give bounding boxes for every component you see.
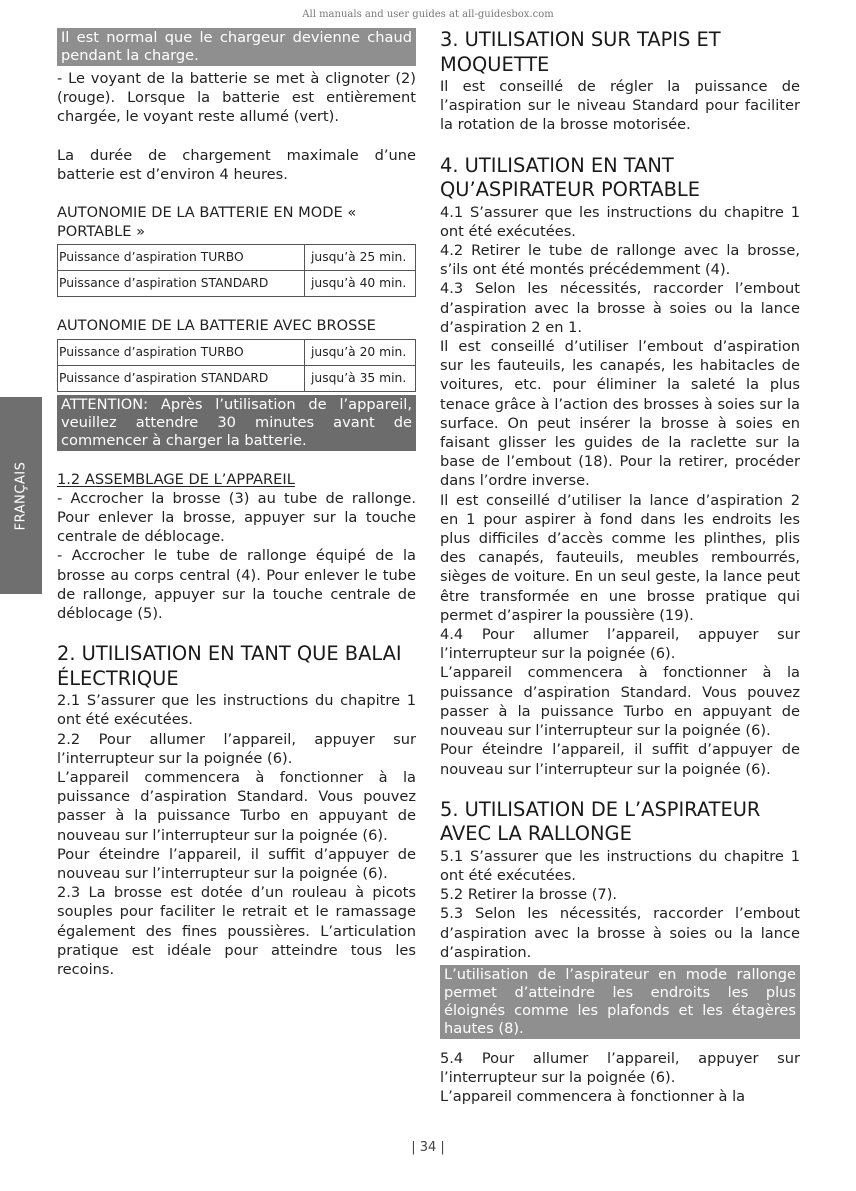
assembly-paragraph-2: - Accrocher le tube de rallonge équipé de la brosse au corps central (4). Pour enlever le tube de rallonge, appuyer sur la touche centrale de déblocage (5). [57, 547, 416, 623]
table-cell: Puissance d’aspiration TURBO [58, 245, 305, 271]
table-cell: Puissance d’aspiration STANDARD [58, 271, 305, 297]
autonomy-portable-table [57, 244, 416, 297]
section-2-paragraph-1: 2.1 S’assurer que les instructions du chapitre 1 ont été exécutées. [57, 692, 416, 729]
table-cell: jusqu’à 25 min. [305, 245, 416, 271]
section-5-title: 5. UTILISATION DE L’ASPIRATEUR AVEC LA RALLONGE [440, 797, 761, 846]
autonomy-brush-title: AUTONOMIE DE LA BATTERIE AVEC BROSSE [57, 317, 376, 335]
section-5-paragraph-4: 5.4 Pour allumer l’appareil, appuyer sur l’interrupteur sur la poignée (6). [440, 1049, 800, 1087]
extension-note: L’utilisation de l’aspirateur en mode rallonge permet d’atteindre les endroits les plus éloignés comme les plafonds et les étagères hautes (8). [440, 965, 800, 1039]
section-4-paragraph-6: 4.4 Pour allumer l’appareil, appuyer sur l’interrupteur sur la poignée (6). [440, 626, 800, 663]
section-4-paragraph-8: Pour éteindre l’appareil, il suffit d’appuyer de nouveau sur l’interrupteur sur la poignée (6). [440, 741, 800, 778]
table-row [58, 271, 416, 297]
duration-paragraph: La durée de chargement maximale d’une batterie est d’environ 4 heures. [57, 146, 416, 183]
attention-note: ATTENTION: Après l’utilisation de l’appareil, veuillez attendre 30 minutes avant de commencer à charger la batterie. [57, 395, 416, 451]
autonomy-brush-table [57, 339, 416, 392]
table-cell: jusqu’à 20 min. [305, 339, 416, 365]
section-3-title: 3. UTILISATION SUR TAPIS ET MOQUETTE [440, 28, 721, 76]
section-4-paragraph-4: Il est conseillé d’utiliser l’embout d’aspiration sur les fauteuils, les canapés, les habitacles de voitures, etc. pour éliminer la saleté la plus tenace grâce à l’action des brosses à soies sur la surface. On peut insérer la brosse à soies en faisant glisser les guides de la raclette sur la base de l’embout (18). Pour la retirer, procéder dans l’ordre inverse. [440, 338, 800, 490]
table-cell: jusqu’à 35 min. [305, 365, 416, 391]
section-2-paragraph-4: Pour éteindre l’appareil, il suffit d’appuyer de nouveau sur l’interrupteur sur la poignée (6). [57, 845, 416, 883]
section-2-paragraph-5: 2.3 La brosse est dotée d’un rouleau à picots souples pour faciliter le retrait et le ramassage également des fines poussières. L’articulation pratique est idéale pour atteindre tous les recoins. [57, 884, 416, 979]
assembly-title: 1.2 ASSEMBLAGE DE L’APPAREIL [57, 470, 295, 488]
language-tab-label: FRANÇAIS [13, 461, 29, 530]
section-5-paragraph-2: 5.2 Retirer la brosse (7). [440, 886, 618, 904]
section-4-paragraph-1: 4.1 S’assurer que les instructions du chapitre 1 ont été exécutées. [440, 203, 800, 240]
right-column [440, 28, 800, 1107]
led-paragraph: - Le voyant de la batterie se met à clignoter (2) (rouge). Lorsque la batterie est entièrement chargée, le voyant reste allumé (vert). [57, 70, 416, 126]
section-4-paragraph-5: Il est conseillé d’utiliser la lance d’aspiration 2 en 1 pour aspirer à fond dans les endroits les plus difficiles d’accès comme les plinthes, plis des canapés, fauteuils, meubles rembourrés, sièges de voiture. En un seul geste, la lance peut être transformée en une brosse pratique qui permet d’aspirer la poussière (19). [440, 491, 800, 624]
section-4-paragraph-2: 4.2 Retirer le tube de rallonge avec la brosse, s’ils ont été montés précédemment (4). [440, 242, 800, 279]
table-cell: Puissance d’aspiration STANDARD [58, 365, 305, 391]
table-row [58, 245, 416, 271]
section-2-paragraph-3: L’appareil commencera à fonctionner à la puissance d’aspiration Standard. Vous pouvez passer à la puissance Turbo en appuyant de nouveau sur l’interrupteur sur la poignée (6). [57, 769, 416, 844]
language-tab [0, 397, 42, 594]
watermark: All manuals and user guides at all-guidesbox.com [302, 9, 554, 20]
section-5-paragraph-5: L’appareil commencera à fonctionner à la [440, 1088, 746, 1106]
autonomy-portable-title: AUTONOMIE DE LA BATTERIE EN MODE « PORTABLE » [57, 204, 357, 241]
section-5-paragraph-3: 5.3 Selon les nécessités, raccorder l’embout d’aspiration avec la brosse à soies ou la lance d’aspiration. [440, 905, 800, 961]
section-4-paragraph-3: 4.3 Selon les nécessités, raccorder l’embout d’aspiration avec la brosse à soies ou la lance d’aspiration 2 en 1. [440, 280, 800, 336]
section-4-paragraph-7: L’appareil commencera à fonctionner à la puissance d’aspiration Standard. Vous pouvez passer à la puissance Turbo en appuyant de nouveau sur l’interrupteur sur la poignée (6). [440, 664, 800, 740]
section-3-paragraph: Il est conseillé de régler la puissance de l’aspiration sur le niveau Standard pour faciliter la rotation de la brosse motorisée. [440, 78, 800, 134]
table-row [58, 339, 416, 365]
charger-note: Il est normal que le chargeur devienne chaud pendant la charge. [57, 28, 416, 66]
assembly-paragraph-1: - Accrocher la brosse (3) au tube de rallonge. Pour enlever la brosse, appuyer sur la touche centrale de déblocage. [57, 489, 416, 546]
left-column [57, 28, 416, 979]
table-cell: Puissance d’aspiration TURBO [58, 339, 305, 365]
section-2-title: 2. UTILISATION EN TANT QUE BALAI ÉLECTRIQUE [57, 642, 402, 690]
page-number: | 34 | [411, 1140, 445, 1155]
table-row [58, 365, 416, 391]
table-cell: jusqu’à 40 min. [305, 271, 416, 297]
section-5-paragraph-1: 5.1 S’assurer que les instructions du chapitre 1 ont été exécutées. [440, 847, 800, 884]
section-2-paragraph-2: 2.2 Pour allumer l’appareil, appuyer sur l’interrupteur sur la poignée (6). [57, 730, 416, 767]
section-4-title: 4. UTILISATION EN TANT QU’ASPIRATEUR PORTABLE [440, 153, 700, 202]
